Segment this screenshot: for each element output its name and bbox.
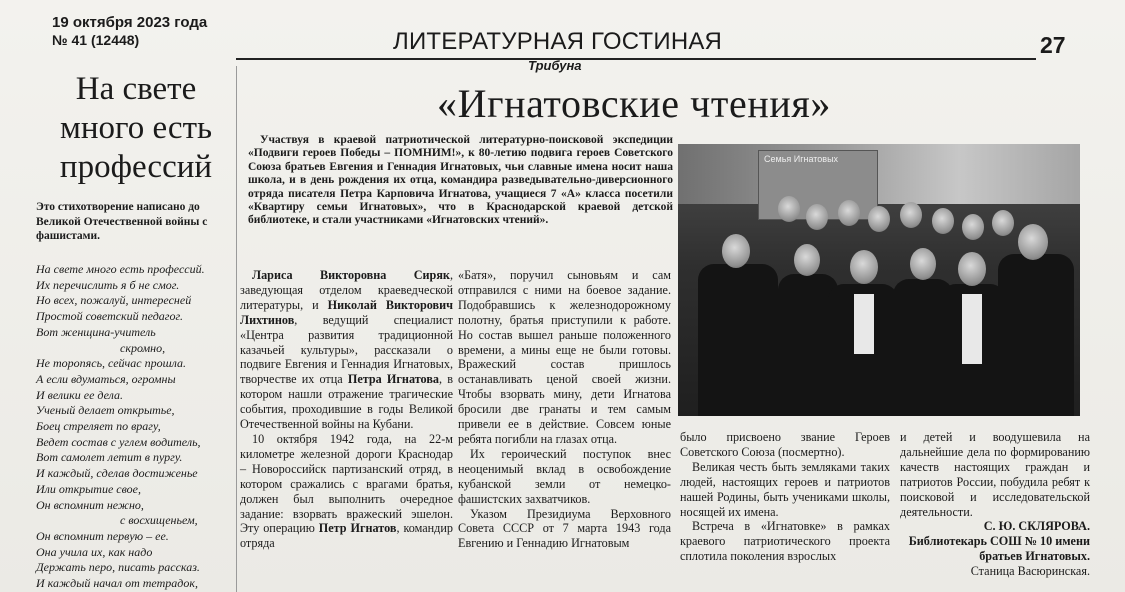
photo-person-body [698, 264, 778, 416]
article-paragraph [240, 432, 453, 551]
header-rule [236, 58, 1036, 60]
poem-line: скромно, [120, 340, 166, 355]
poem-line: Ученый делает открытье, [36, 403, 175, 418]
photo-person [962, 214, 984, 240]
photo-shirt [854, 294, 874, 354]
photo-exhibit-sign: Семья Игнатовых [764, 154, 839, 164]
text-run: , командир отряда [240, 521, 453, 551]
article-paragraph: Встреча в «Игнатовке» в рамках краевого патриотического проекта сплотила поколения взрослых [680, 519, 890, 564]
text-run: 10 октября 1942 года, на 22-м километре железной дороги Краснодар – Новороссийск партизанский отряд, в котором сражались с врагами братья, должен был выполнить очередное задание: взорвать вражеский эшелон. Эту операцию [240, 431, 453, 536]
person-name: Николай Викторович Лихтинов [240, 297, 454, 327]
poem-line: Не торопясь, сейчас прошла. [36, 356, 187, 371]
poem-line: Их перечислить я б не смог. [36, 277, 180, 292]
poem-title [46, 70, 226, 187]
photo-person [850, 250, 878, 284]
article-paragraph: было присвоено звание Героев Советского Союза (посмертно). [680, 430, 890, 459]
photo-person [778, 196, 800, 222]
text-run: , в котором нашли отражение трагические события, проходившие в годы Великой Отечественной войны на Кубани. [240, 372, 453, 432]
poem-line: Он вспомнит нежно, [36, 497, 144, 512]
article-column-1 [240, 268, 453, 551]
poem-line: На свете много есть профессий. [36, 262, 205, 276]
poem-title-line: профессий [59, 149, 213, 185]
author-name: С. Ю. СКЛЯРОВА. [983, 519, 1090, 534]
poem-line: Держать перо, писать рассказ. [36, 560, 200, 575]
author-place: Станица Васюринская. [970, 564, 1090, 579]
poem-line: Он вспомнит первую – ее. [36, 528, 169, 543]
article-column-3 [680, 430, 890, 564]
poem-line: Вот самолет летит в пургу. [36, 450, 183, 465]
article-paragraph: Их героический поступок внес неоценимый вклад в освобождение кубанской земли от немецко-фашистских захватчиков. [458, 446, 671, 506]
column-divider [236, 66, 237, 592]
photo-person [838, 200, 860, 226]
person-name: Петр Игнатов [318, 521, 397, 536]
photo-person [794, 244, 820, 276]
photo-person [722, 234, 750, 268]
photo-shirt [962, 294, 982, 364]
article-paragraph: Указом Президиума Верховного Совета СССР от 7 марта 1943 года Евгению и Геннадию Игнатовым [458, 506, 671, 551]
article-paragraph: «Батя», поручил сыновьям и сам отправился с ними на боевое задание. Подобравшись к железнодорожному полотну, братья приступили к работе. Но состав вышел раньше положенного времени, а мины еще не были готовы. Вражеский состав пришлось останавливать ценой своей жизни. Чтобы взорвать мину, дети Игнатова бросили две гранаты и тем самым привели ее в действие. Совсем юные ребята погибли на глазах отца. [458, 268, 671, 446]
article-column-2 [458, 268, 671, 551]
photo-person [1018, 224, 1048, 260]
text-run: , заведующая отделом краеведческой литературы, и [240, 268, 453, 312]
poem-line: Ведет состав с углем водитель, [36, 434, 201, 449]
poem-line: И каждый, сделав достиженье [36, 466, 198, 481]
photo-person [992, 210, 1014, 236]
poem-title-line: много есть [59, 110, 213, 146]
poem-line: Или открытие свое, [36, 481, 141, 496]
issue-number: № 41 (12448) [52, 32, 140, 48]
article-lead: Участвуя в краевой патриотической литературно-поисковой экспедиции «Подвиги героев Победы – ПОМНИМ!», к 80-летию подвига героев Советского Союза братьев Евгения и Геннадия Игнатовых, чьи славные имена носит наша школа, и в день рождения их отца, командира разведывательно-диверсионного отряда писателя Петра Карповича Игнатова, учащиеся 7 «А» класса посетили «Квартиру семьи Игнатовых», что в Краснодарской краевой детской библиотеке, и стали участниками «Игнатовских чтений». [248, 134, 673, 227]
poem-line: И каждый начал от тетрадок, [36, 576, 198, 591]
photo-person [910, 248, 936, 280]
issue-date: 19 октября 2023 года [52, 14, 208, 31]
poem-title-line: На свете [75, 71, 197, 107]
text-run: , ведущий специалист «Центра развития традиционной казачьей культуры», рассказали о подвиге Евгения и Геннадия Игнатовых, творчестве их отца [240, 312, 453, 387]
article-paragraph [240, 268, 453, 432]
poem-intro: Это стихотворение написано до Великой Отечественной войны с фашистами. [36, 201, 208, 242]
poem-line: Боец стреляет по врагу, [36, 419, 161, 434]
newspaper-name: Трибуна [528, 58, 582, 73]
article-photo [678, 144, 1080, 416]
photo-person [958, 252, 986, 286]
person-name: Петра Игнатова [347, 372, 440, 387]
article-column-4 [900, 430, 1090, 579]
poem-line: Но всех, пожалуй, интересней [36, 293, 192, 308]
article-paragraph: и детей и воодушевила на дальнейшие дела по формированию качеств настоящих граждан и патриотов России, побудила ребят к поисковой и исследовательской деятельности. [900, 430, 1090, 519]
poem-line: А если вдуматься, огромны [36, 371, 176, 386]
page-number: 27 [1040, 32, 1066, 58]
photo-person [932, 208, 954, 234]
photo-person [868, 206, 890, 232]
photo-person [806, 204, 828, 230]
photo-wall [678, 144, 1080, 204]
person-name: Лариса Викторовна Сиряк [252, 268, 450, 282]
photo-person [900, 202, 922, 228]
poem-line: Простой советский педагог. [36, 309, 183, 324]
article-headline: «Игнатовские чтения» [437, 81, 831, 126]
poem-body [36, 262, 231, 592]
poem-line: Она учила их, как надо [36, 544, 153, 559]
poem-line: И велики ее дела. [36, 387, 124, 402]
photo-person-body [998, 254, 1074, 416]
author-position: Библиотекарь СОШ № 10 имени братьев Игнатовых. [908, 534, 1090, 564]
section-title: ЛИТЕРАТУРНАЯ ГОСТИНАЯ [393, 28, 723, 55]
poem-line: с восхищеньем, [120, 513, 198, 528]
poem-line: Вот женщина-учитель [36, 324, 156, 339]
article-paragraph: Великая честь быть земляками таких людей, настоящих героев и патриотов нашей Родины, быть учениками школы, носящей их имена. [680, 459, 890, 519]
